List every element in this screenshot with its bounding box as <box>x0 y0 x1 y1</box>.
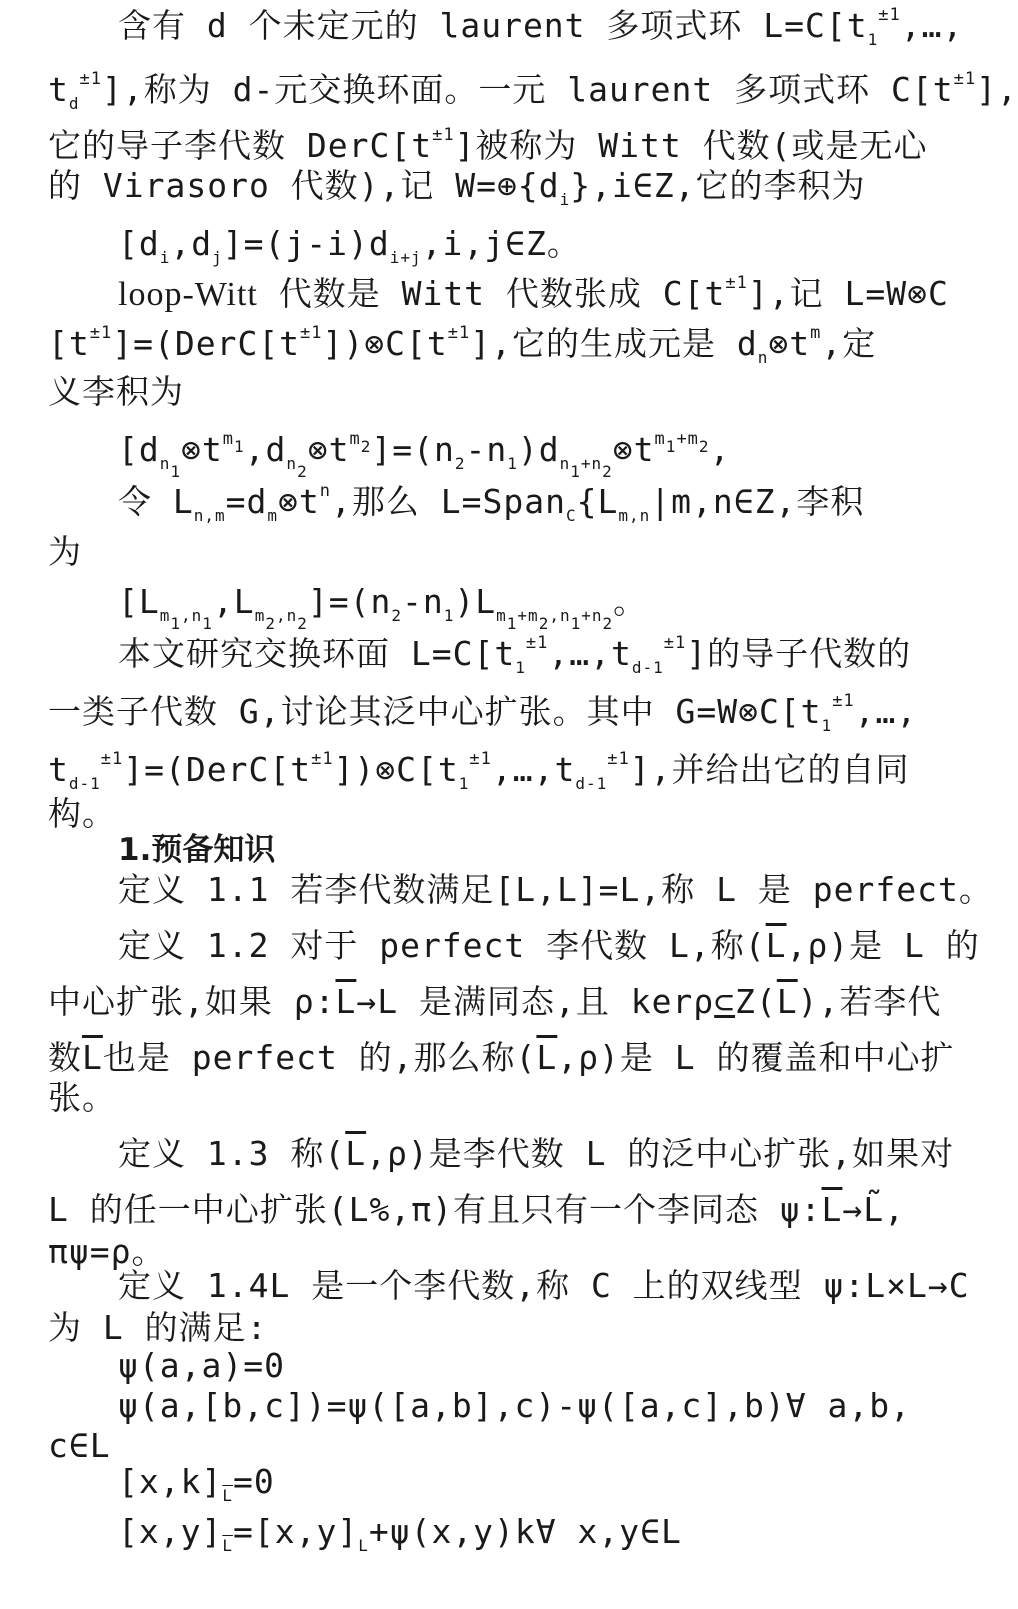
text-line: ψ(a,[b,c])=ψ([a,b],c)-ψ([a,c],b)∀ a,b, <box>118 1386 911 1425</box>
formula-loop-witt-bracket: $[d_{n_1}\otimes t^{m_1},d_{n_2}\otimes t^{m_2}]=(n_2-n_1)d_{n_1+n_2}\otimes t^{m_1+m_2}$, <box>118 429 731 481</box>
text-line: c∈L <box>48 1426 111 1465</box>
text-line: $t_{d-1}^{\pm 1}]=(DerC[t^{\pm 1}])\otimes C[t_1^{\pm 1},\dots,t_{d-1}^{\pm 1}]$,并给出它的自同 <box>48 749 910 793</box>
text-line: 中心扩张,如果 $\rho:\overline{L}\to L$ 是满同态,且 $ker\rho\subset Z(\overline{L})$,若李代 <box>48 982 942 1021</box>
condition-1: ψ(a,a)=0 <box>118 1346 285 1385</box>
text-line: πψ=ρ。 <box>48 1232 166 1271</box>
formula-L-bracket: $[L_{m_1,n_1},L_{m_2,n_2}]=(n_2-n_1)L_{m_1+m_2,n_1+n_2}$。 <box>118 582 648 633</box>
text-line: 义李积为 <box>48 372 184 411</box>
text-line: 含有 d 个未定元的 laurent 多项式环 $L=C[t_1^{\pm 1},\dots$, <box>118 5 964 49</box>
text-line: 本文研究交换环面 $L=C[t_1^{\pm 1},\dots,t_{d-1}^{\pm 1}]$的导子代数的 <box>118 633 912 677</box>
text-line: 定义 1.2 对于 perfect 李代数 L,称$(\overline{L},\rho)$是 L 的 <box>118 926 980 965</box>
text-line: 张。 <box>48 1078 116 1117</box>
text-line: 定义 1.4L 是一个李代数,称 C 上的双线型 ψ:L×L→C <box>118 1266 970 1305</box>
text-line: 它的导子李代数 $DerC[t^{\pm 1}]$被称为 Witt 代数(或是无心 <box>48 125 928 165</box>
text-line: 为 L 的满足: <box>48 1308 268 1347</box>
text-line: 的 Virasoro 代数),记 $W=\oplus\{d_i\},i\in Z$,它的李积为 <box>48 166 866 209</box>
text-line: 令 $L_{n,m}=d_m\otimes t^n$,那么 $L=Span_C\{L_{m,n}|m,n\in Z$,李积 <box>118 481 865 525</box>
formula-witt-bracket: $[d_i,d_j]=(j-i)d_{i+j},i,j\in Z$。 <box>118 224 581 267</box>
text-line: 一类子代数 G,讨论其泛中心扩张。其中 $G=W\otimes C[t_1^{\pm 1},\dots$, <box>48 691 918 735</box>
text-line: $t_d^{\pm 1}$],称为 d-元交换环面。一元 laurent 多项式环 $C[t^{\pm 1}]$, <box>48 69 1018 113</box>
condition-4: $[x,y]_{\overline{L}}=[x,y]_L+\psi(x,y)k\forall$ x,y∈L <box>118 1512 682 1555</box>
text-line: loop-Witt 代数是 Witt 代数张成 $C[t^{\pm 1}]$,记 L=W⊗C <box>118 273 949 313</box>
text-line: L 的任一中心扩张(L%,π)有且只有一个李同态 $\psi:\overline{L}\to L̃$, <box>48 1190 906 1229</box>
text-line: 数$\overline{L}$也是 perfect 的,那么称$(\overline{L},\rho)$是 L 的覆盖和中心扩 <box>48 1038 955 1077</box>
condition-3: $[x,k]_{\overline{L}}=0$ <box>118 1462 275 1505</box>
text-line: 为 <box>48 532 82 571</box>
text-line: 构。 <box>48 794 116 833</box>
text-line: $[t^{\pm 1}]=(DerC[t^{\pm 1}])\otimes C[t^{\pm 1}]$,它的生成元是 $d_n\otimes t^m$,定 <box>48 323 877 367</box>
definition-1-1: 定义 1.1 若李代数满足[L,L]=L,称 L 是 perfect。 <box>118 870 993 909</box>
text-line: 定义 1.3 称$(\overline{L},\rho)$是李代数 L 的泛中心扩张,如果对 <box>118 1134 955 1173</box>
section-heading: 1.预备知识 <box>118 832 276 868</box>
